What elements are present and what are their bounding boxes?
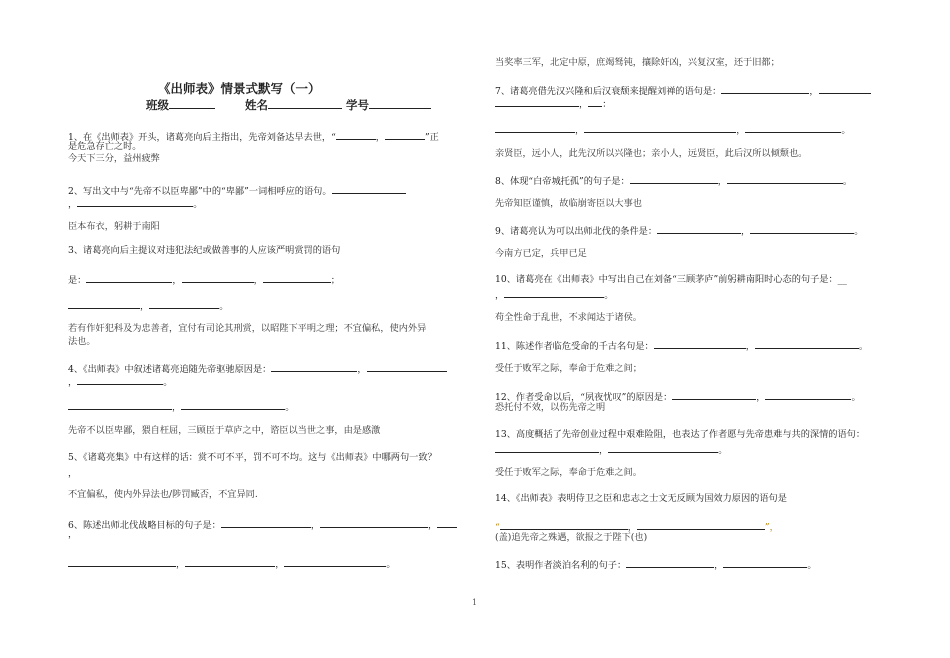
class-label: 班级 <box>146 98 169 112</box>
period: 。 <box>163 377 173 388</box>
question-3-line3 <box>68 298 228 313</box>
question-15 <box>495 557 817 572</box>
q3-blank-3[interactable] <box>263 272 331 283</box>
q7-blank-1[interactable] <box>721 83 809 94</box>
question-8-text: 8、体现“白帝城托孤”的句子是： <box>495 176 630 187</box>
comma: ， <box>714 560 724 571</box>
question-4-text: 4、《出师表》中叙述诸葛亮追随先帝驱驰原因是： <box>68 364 272 375</box>
q11-blank-1[interactable] <box>654 338 746 349</box>
question-11-text: 11、陈述作者临危受命的千古名句是： <box>495 341 654 352</box>
q6-blank-1[interactable] <box>221 517 311 528</box>
answer-10: 苟全性命于乱世，不求闻达于诸侯。 <box>495 312 642 323</box>
comma: ， <box>745 341 755 352</box>
period: 。 <box>604 290 614 301</box>
question-6 <box>68 517 457 532</box>
comma: ， <box>428 520 438 531</box>
q12-blank-2[interactable] <box>765 389 851 400</box>
comma: ， <box>68 529 78 540</box>
answer-3-line2: 法也。 <box>68 336 96 347</box>
comma: ， <box>68 468 78 479</box>
page-title: 《出师表》情景式默写（一） <box>158 81 321 96</box>
question-4-line2 <box>68 374 172 389</box>
comma: ， <box>627 522 637 533</box>
q6-blank-2[interactable] <box>320 517 428 528</box>
colon: ： <box>602 99 612 110</box>
question-2-text: 2、写出文中与“先帝不以臣卑鄙”中的“卑鄙”一词相呼应的语句。 <box>68 186 332 197</box>
question-10-line2 <box>495 287 613 302</box>
q6-blank-3[interactable] <box>437 517 457 528</box>
answer-9: 今南方已定，兵甲已足 <box>495 248 587 259</box>
question-7-line3 <box>495 122 851 137</box>
period: 。 <box>193 199 203 210</box>
period: 。 <box>858 341 869 352</box>
q4-blank-2[interactable] <box>367 361 447 372</box>
question-2-line2 <box>68 196 202 211</box>
question-11 <box>495 338 868 353</box>
question-8 <box>495 173 852 188</box>
question-1-line2: 是危急存亡之时。 <box>68 141 142 152</box>
q7-blank-7[interactable] <box>745 122 841 133</box>
question-9-text: 9、诸葛亮认为可以出师北伐的条件是： <box>495 226 658 237</box>
comma: ， <box>375 132 385 143</box>
answer-5: 不宜偏私，使内外异法也/陟罚臧否，不宜异同. <box>68 489 258 500</box>
question-6-line2 <box>68 529 77 541</box>
comma: ， <box>809 86 819 97</box>
question-3: 3、诸葛亮向后主提议对违犯法纪或做善事的人应该严明赏罚的语句 <box>68 245 341 256</box>
comma: ， <box>717 176 727 187</box>
comma: ， <box>68 199 78 210</box>
q6-blank-4[interactable] <box>68 556 176 567</box>
q7-blank-5[interactable] <box>495 122 575 133</box>
period: 。 <box>718 445 728 456</box>
q2-blank-2[interactable] <box>77 196 193 207</box>
answer-7: 亲贤臣，远小人，此先汉所以兴隆也；亲小人，远贤臣，此后汉所以倾颓也。 <box>495 148 808 159</box>
comma: ， <box>68 377 78 388</box>
comma: ， <box>253 275 263 286</box>
question-5: 5、《诸葛亮集》中有这样的话：赏不可不平，罚不可不均。这与《出师表》中哪两句一致？ <box>68 452 437 463</box>
question-13: 13、高度概括了先帝创业过程中艰难险阻，也表达了作者愿与先帝患难与共的深情的语句： <box>495 429 866 440</box>
semicolon: ； <box>330 275 340 286</box>
period: 。 <box>219 301 229 312</box>
class-blank[interactable] <box>169 98 215 109</box>
comma: ， <box>599 445 609 456</box>
comma: ， <box>741 226 751 237</box>
close-quote: ”， <box>764 522 779 533</box>
answer-3-line1: 若有作奸犯科及为忠善者，宜付有司论其刑赏，以昭陛下平明之理；不宜偏私，使内外异 <box>68 323 427 334</box>
q3-prefix: 是： <box>68 275 87 286</box>
comma: ， <box>575 125 585 136</box>
q9-blank-2[interactable] <box>750 223 854 234</box>
page-number: 1 <box>472 598 478 607</box>
comma: ， <box>310 520 321 531</box>
q7-blank-3[interactable] <box>495 96 579 107</box>
q9-blank-1[interactable] <box>657 223 741 234</box>
question-7-line2 <box>495 96 611 111</box>
answer-13: 受任于败军之际，奉命于危难之间。 <box>495 467 642 478</box>
comma: ， <box>172 402 182 413</box>
q4-blank-1[interactable] <box>271 361 357 372</box>
question-7-text: 7、诸葛亮借先汉兴隆和后汉衰颓来提醒刘禅的语句是： <box>495 86 722 97</box>
q7-blank-6[interactable] <box>584 122 736 133</box>
comma: ， <box>357 364 367 375</box>
question-13-line2 <box>495 442 727 457</box>
student-info-line <box>146 97 431 113</box>
q4-blank-4[interactable] <box>68 399 172 410</box>
question-6-line3 <box>68 556 396 571</box>
answer-4: 先帝不以臣卑鄙，猥自枉屈，三顾臣于草庐之中，谘臣以当世之事，由是感激 <box>68 425 381 436</box>
question-12-text: 12、作者受命以后，“夙夜忧叹”的原因是： <box>495 392 673 403</box>
number-blank[interactable] <box>369 98 431 109</box>
q15-blank-1[interactable] <box>626 557 714 568</box>
comma: ， <box>495 290 505 301</box>
q7-blank-4[interactable] <box>588 96 602 107</box>
q12-blank-1[interactable] <box>672 389 756 400</box>
q13-blank-1[interactable] <box>495 442 599 453</box>
answer-8: 先帝知臣谨慎，故临崩寄臣以大事也 <box>495 198 642 209</box>
name-blank[interactable] <box>268 98 342 109</box>
period: 。 <box>285 402 295 413</box>
question-9 <box>495 223 863 238</box>
question-5-line2 <box>68 465 77 480</box>
q3-blank-5[interactable] <box>149 298 219 309</box>
q1-blank-2[interactable] <box>385 129 425 140</box>
q14-blank-2[interactable] <box>637 519 765 530</box>
comma: ， <box>140 301 150 312</box>
answer-12: 恐托付不效，以伤先帝之明 <box>495 402 606 413</box>
question-3-line2 <box>68 272 340 287</box>
answer-6: 当奖率三军，北定中原，庶竭驽钝，攘除奸凶，兴复汉室，还于旧都； <box>495 57 780 68</box>
q4-blank-5[interactable] <box>181 399 285 410</box>
question-6-text: 6、陈述出师北伐战略目标的句子是： <box>68 520 221 531</box>
comma: ， <box>579 99 589 110</box>
q11-blank-2[interactable] <box>755 338 859 349</box>
comma: ， <box>176 559 186 570</box>
question-14: 14、《出师表》表明侍卫之臣和忠志之士文无反顾为国效力原因的语句是 <box>495 493 787 504</box>
q3-blank-2[interactable] <box>182 272 254 283</box>
period: 。 <box>386 559 396 570</box>
comma: ， <box>275 559 285 570</box>
period: 。 <box>854 226 864 237</box>
q13-blank-2[interactable] <box>608 442 718 453</box>
answer-1: 今天下三分，益州疲弊 <box>68 153 160 164</box>
answer-11: 受任于败军之际，奉命于危难之间； <box>495 363 642 374</box>
comma: ， <box>736 125 746 136</box>
q4-blank-3[interactable] <box>77 374 163 385</box>
q2-blank-1[interactable] <box>332 183 406 194</box>
question-15-text: 15、表明作者淡泊名利的句子： <box>495 560 627 571</box>
q1-tail: ”正 <box>424 132 439 143</box>
q1-blank-1[interactable] <box>336 129 376 140</box>
open-quote: “ <box>495 522 500 533</box>
question-4-line3 <box>68 399 294 414</box>
q8-blank-2[interactable] <box>727 173 843 184</box>
q3-blank-1[interactable] <box>86 272 172 283</box>
comma: ， <box>172 275 182 286</box>
q10-blank[interactable] <box>504 287 604 298</box>
q14-blank-1[interactable] <box>500 519 628 530</box>
period: 。 <box>807 560 817 571</box>
question-1-text: 1、在《出师表》开头，诸葛亮向后主指出，先帝刘备达早去世，“ <box>68 132 336 143</box>
q15-blank-2[interactable] <box>723 557 807 568</box>
name-label: 姓名 <box>245 98 269 112</box>
q6-blank-6[interactable] <box>284 556 386 567</box>
q8-blank-1[interactable] <box>630 173 718 184</box>
answer-2: 臣本布衣，躬耕于南阳 <box>68 221 160 232</box>
number-label: 学号 <box>346 98 370 112</box>
q3-blank-4[interactable] <box>68 298 140 309</box>
answer-14: (盖)追先帝之殊遇，欲报之于陛下(也) <box>495 532 648 543</box>
question-10: 10、诸葛亮在《出师表》中写出自己在刘备“三顾茅庐”前躬耕南阳时心态的句子是：__ <box>495 274 847 285</box>
q6-blank-5[interactable] <box>185 556 275 567</box>
comma: ， <box>756 392 766 403</box>
period: 。 <box>851 392 861 403</box>
period: 。 <box>842 176 853 187</box>
q7-blank-2[interactable] <box>819 83 871 94</box>
period: 。 <box>841 125 851 136</box>
